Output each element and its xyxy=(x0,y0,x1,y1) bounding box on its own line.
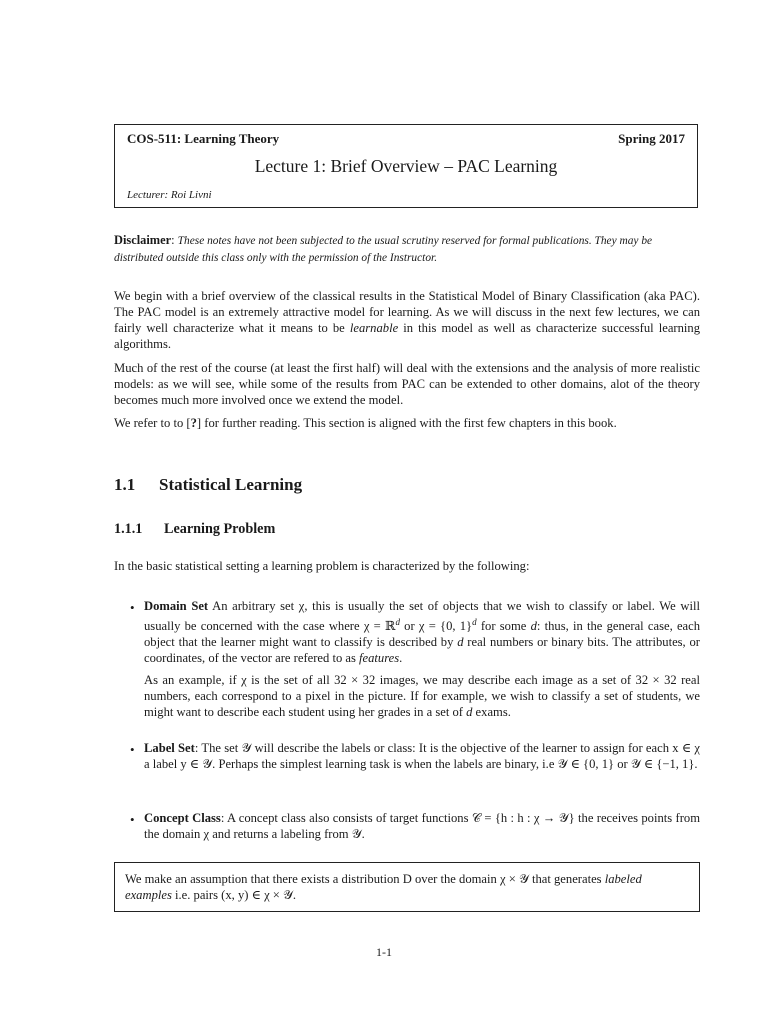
domain-text-5: real numbers or binary bits. The attributes, or coordinates, of the vector are refered to as xyxy=(144,635,700,666)
section-number: 1.1 xyxy=(114,475,136,494)
disclaimer-text: These notes have not been subjected to the usual scrutiny reserved for formal publications. They may be distributed outside this class only with the permission of the Instructor. xyxy=(114,235,653,264)
assumption-text-b: i.e. pairs (x, y) ∈ χ × 𝒴. xyxy=(171,888,297,902)
exponent-d: d xyxy=(472,617,477,627)
example-text-a: As an example, if χ is the set of all 32 × 32 images, we may describe each image as a set of 32 × 32 real numbers, each correspond to a pixel in the picture. If for example, we wish to classify a set of students, we might want to describe each student using her grades in a set of xyxy=(144,673,700,719)
intro-paragraph-2: Much of the rest of the course (at least the first half) will deal with the extensions and the analysis of more realistic models: as we will see, while some of the results from PAC can be extended to other domains, alot of the theory becomes much more involved once we extend the model. xyxy=(114,361,700,407)
domain-set-label: Domain Set xyxy=(144,599,209,613)
domain-text-4: : thus, in the general case, each object that the learner might want to classify is described by xyxy=(144,619,701,650)
label-set-text: : The set 𝒴 will describe the labels or class: It is the objective of the learner to assign for each x ∈ χ a label y ∈ 𝒴. Perhaps the simplest learning task is when the labels are binary, i.e 𝒴 ∈ {0, 1} or 𝒴 ∈ {−1, 1}. xyxy=(144,741,700,771)
var-d: d xyxy=(466,705,473,719)
domain-set-item xyxy=(144,598,700,666)
intro-paragraph-3 xyxy=(114,415,700,431)
course-name: COS-511: Learning Theory xyxy=(127,131,280,146)
intro-p1-text-a: We begin with a brief overview of the classical results in the Statistical Model of Binary Classification (aka PAC). The PAC model is an extremely attractive model for learning. As we will discuss in the next few lectures, we can fairly well characterize what it means to be xyxy=(114,289,700,335)
section-title: Statistical Learning xyxy=(159,475,303,494)
domain-text-2: or χ = {0, 1} xyxy=(399,619,473,634)
example-text-b: exams. xyxy=(472,705,511,719)
intro-p1-text-b: in this model as well as characterize successful learning algorithms. xyxy=(114,321,701,351)
page-number: 1-1 xyxy=(376,945,392,959)
subsection-heading xyxy=(114,521,275,537)
intro-p3-text-a: We refer to to [ xyxy=(114,416,191,430)
disclaimer-label: Disclaimer xyxy=(114,233,172,247)
intro-p1-emphasis: learnable xyxy=(349,321,399,335)
features-emphasis: features xyxy=(359,651,400,666)
subsection-number: 1.1.1 xyxy=(114,521,143,537)
domain-text-1: An arbitrary set χ, this is usually the set of objects that we wish to classify or label. We will usually be concerned with the case where χ = ℝ xyxy=(144,599,700,634)
concept-class-label: Concept Class xyxy=(144,811,221,825)
lead-sentence: In the basic statistical setting a learning problem is characterized by the following: xyxy=(114,559,530,573)
domain-text-6: . xyxy=(399,651,403,666)
lecture-title: Lecture 1: Brief Overview – PAC Learning xyxy=(254,156,558,176)
domain-text-3: for some xyxy=(476,619,531,634)
assumption-box xyxy=(114,862,700,912)
bullet-icon: • xyxy=(130,600,135,615)
disclaimer: Disclaimer: These notes have not been subjected to the usual scrutiny reserved for formal publications. They may be distributed outside this class only with the permission of the Instructor. xyxy=(114,233,653,264)
bullet-icon: • xyxy=(130,812,135,827)
intro-p3-text-b: ] for further reading. This section is aligned with the first few chapters in this book. xyxy=(196,416,617,430)
assumption-text-a: We make an assumption that there exists a distribution D over the domain χ × 𝒴 that generates xyxy=(125,872,605,886)
label-set-label: Label Set xyxy=(144,741,195,755)
exponent-d: d xyxy=(395,617,400,627)
lecturer: Lecturer: Roi Livni xyxy=(127,189,212,201)
intro-paragraph-1 xyxy=(114,288,700,352)
assumption-emphasis: labeled examples xyxy=(125,872,642,902)
subsection-title: Learning Problem xyxy=(164,521,276,537)
lecture-header-box xyxy=(114,124,698,208)
var-d: d xyxy=(457,635,464,650)
concept-class-text: : A concept class also consists of target functions 𝒞 = {h : h : χ → 𝒴} the receives points from the domain χ and returns a labeling from 𝒴. xyxy=(144,811,700,841)
section-heading xyxy=(114,477,302,493)
var-d: d xyxy=(530,619,537,634)
citation-ref[interactable]: ? xyxy=(190,416,197,430)
label-set-item xyxy=(144,740,700,772)
bullet-icon: • xyxy=(130,742,135,757)
domain-example-paragraph xyxy=(144,672,700,720)
concept-class-item xyxy=(144,810,700,842)
term: Spring 2017 xyxy=(618,131,685,146)
